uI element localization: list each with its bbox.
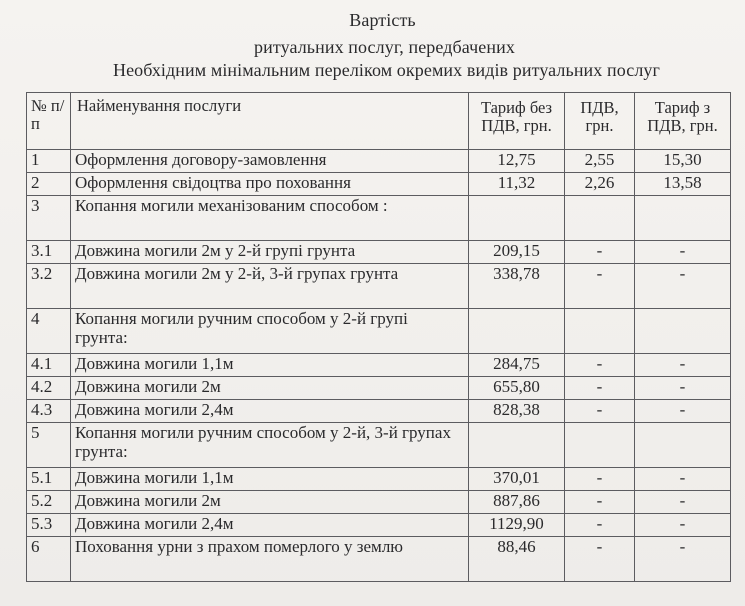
cell-tariff-no-vat: 887,86 bbox=[469, 491, 565, 514]
table-row bbox=[27, 354, 731, 377]
cell-name: Копання могили ручним способом у 2-й групі грунта: bbox=[71, 309, 469, 354]
cell-tariff-with-vat bbox=[635, 196, 731, 241]
table-row bbox=[27, 537, 731, 582]
cell-tariff-with-vat: 13,58 bbox=[635, 173, 731, 196]
cell-tariff-with-vat: - bbox=[635, 514, 731, 537]
cell-tariff-with-vat: - bbox=[635, 400, 731, 423]
cell-name: Довжина могили 2м bbox=[71, 377, 469, 400]
cell-tariff-no-vat: 11,32 bbox=[469, 173, 565, 196]
cell-no: 4.2 bbox=[27, 377, 71, 400]
header-tariff-no-vat: Тариф без ПДВ, грн. bbox=[469, 93, 565, 150]
table-row bbox=[27, 514, 731, 537]
cell-no: 4.3 bbox=[27, 400, 71, 423]
table-row bbox=[27, 309, 731, 354]
table-header-row bbox=[27, 93, 731, 150]
cell-name: Довжина могили 2м у 2-й, 3-й групах грунта bbox=[71, 264, 469, 309]
cell-vat: 2,26 bbox=[565, 173, 635, 196]
cell-tariff-with-vat: - bbox=[635, 377, 731, 400]
cell-no: 3.1 bbox=[27, 241, 71, 264]
cell-name: Копання могили ручним способом у 2-й, 3-й групах грунта: bbox=[71, 423, 469, 468]
cell-no: 4 bbox=[27, 309, 71, 354]
header-vat: ПДВ, грн. bbox=[565, 93, 635, 150]
cell-no: 3.2 bbox=[27, 264, 71, 309]
cell-no: 6 bbox=[27, 537, 71, 582]
cell-tariff-no-vat bbox=[469, 196, 565, 241]
table-row bbox=[27, 468, 731, 491]
cell-vat bbox=[565, 196, 635, 241]
cell-tariff-with-vat bbox=[635, 423, 731, 468]
table-row bbox=[27, 241, 731, 264]
cell-no: 5.2 bbox=[27, 491, 71, 514]
cell-tariff-no-vat: 284,75 bbox=[469, 354, 565, 377]
cell-no: 1 bbox=[27, 150, 71, 173]
table-row bbox=[27, 196, 731, 241]
cell-name: Довжина могили 2,4м bbox=[71, 400, 469, 423]
table-row bbox=[27, 173, 731, 196]
cell-vat: 2,55 bbox=[565, 150, 635, 173]
cell-vat bbox=[565, 309, 635, 354]
cell-tariff-no-vat: 338,78 bbox=[469, 264, 565, 309]
cell-tariff-with-vat: - bbox=[635, 537, 731, 582]
services-table bbox=[26, 92, 731, 582]
header-name: Найменування послуги bbox=[71, 93, 469, 150]
cell-tariff-no-vat: 370,01 bbox=[469, 468, 565, 491]
document-subtitle-2: Необхідним мінімальним переліком окремих видів ритуальних послуг bbox=[112, 60, 661, 80]
cell-name: Копання могили механізованим способом : bbox=[71, 196, 469, 241]
table-row bbox=[27, 264, 731, 309]
table-row bbox=[27, 491, 731, 514]
table-row bbox=[27, 150, 731, 173]
cell-no: 5.1 bbox=[27, 468, 71, 491]
cell-name: Довжина могили 2м bbox=[71, 491, 469, 514]
cell-tariff-with-vat: - bbox=[635, 354, 731, 377]
cell-vat: - bbox=[565, 354, 635, 377]
header-tariff-with-vat: Тариф з ПДВ, грн. bbox=[635, 93, 731, 150]
cell-name: Довжина могили 1,1м bbox=[71, 468, 469, 491]
cell-no: 4.1 bbox=[27, 354, 71, 377]
table-row bbox=[27, 423, 731, 468]
cell-tariff-with-vat: - bbox=[635, 241, 731, 264]
cell-vat: - bbox=[565, 241, 635, 264]
cell-name: Довжина могили 2,4м bbox=[71, 514, 469, 537]
header-no: № п/п bbox=[27, 93, 71, 150]
cell-no: 3 bbox=[27, 196, 71, 241]
cell-tariff-with-vat: - bbox=[635, 264, 731, 309]
cell-vat: - bbox=[565, 377, 635, 400]
cell-name: Оформлення договору-замовлення bbox=[71, 150, 469, 173]
cell-name: Оформлення свідоцтва про поховання bbox=[71, 173, 469, 196]
cell-vat: - bbox=[565, 537, 635, 582]
cell-vat: - bbox=[565, 491, 635, 514]
cell-tariff-no-vat: 209,15 bbox=[469, 241, 565, 264]
document-subtitle: ритуальних послуг, передбачених bbox=[254, 37, 515, 57]
cell-tariff-no-vat: 12,75 bbox=[469, 150, 565, 173]
cell-vat: - bbox=[565, 468, 635, 491]
cell-tariff-with-vat: 15,30 bbox=[635, 150, 731, 173]
cell-vat: - bbox=[565, 400, 635, 423]
cell-tariff-with-vat: - bbox=[635, 468, 731, 491]
cell-vat: - bbox=[565, 264, 635, 309]
cell-vat bbox=[565, 423, 635, 468]
cell-tariff-no-vat bbox=[469, 309, 565, 354]
cell-tariff-with-vat: - bbox=[635, 491, 731, 514]
cell-tariff-no-vat bbox=[469, 423, 565, 468]
table-row bbox=[27, 400, 731, 423]
cell-name: Довжина могили 1,1м bbox=[71, 354, 469, 377]
cell-tariff-no-vat: 1129,90 bbox=[469, 514, 565, 537]
cell-tariff-with-vat bbox=[635, 309, 731, 354]
cell-tariff-no-vat: 88,46 bbox=[469, 537, 565, 582]
document-title: Вартість bbox=[349, 10, 416, 30]
table-row bbox=[27, 377, 731, 400]
cell-vat: - bbox=[565, 514, 635, 537]
cell-no: 2 bbox=[27, 173, 71, 196]
cell-tariff-no-vat: 828,38 bbox=[469, 400, 565, 423]
cell-no: 5.3 bbox=[27, 514, 71, 537]
cell-no: 5 bbox=[27, 423, 71, 468]
cell-name: Поховання урни з прахом померлого у землю bbox=[71, 537, 469, 582]
cell-name: Довжина могили 2м у 2-й групі грунта bbox=[71, 241, 469, 264]
cell-tariff-no-vat: 655,80 bbox=[469, 377, 565, 400]
